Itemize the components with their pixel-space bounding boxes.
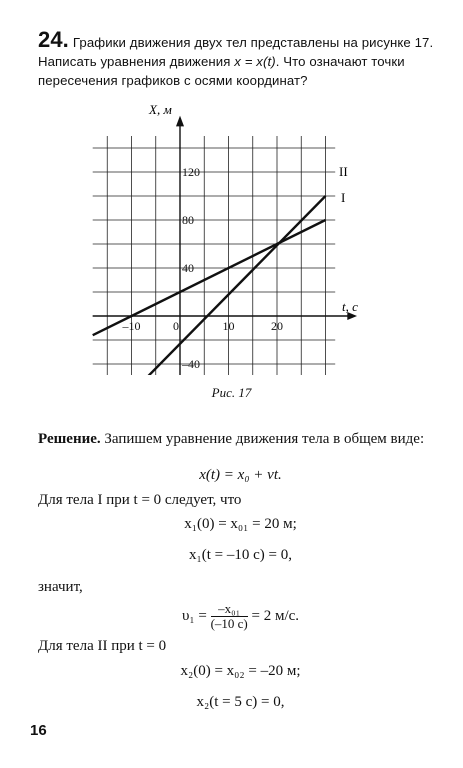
problem-equation: x = x(t) [234,54,276,69]
y-tick-label: 80 [182,213,194,227]
x-tick-label: 0 [173,319,179,333]
general-equation: x(t) = x₀ + vt. [199,467,282,483]
x-tick-label: 20 [271,319,283,333]
problem-statement [38,27,438,90]
graph-grid [93,136,336,375]
solution-intro [38,430,443,448]
body1-eq2: x₁(t = –10 с) = 0, [189,547,292,563]
body2-eq1: x₂(0) = x₀₂ = –20 м; [180,663,301,679]
znachit-text: значит, [38,579,83,595]
y-tick-label: –40 [182,357,200,371]
y-tick-label: 40 [182,261,194,275]
y-tick-label: 120 [182,165,200,179]
x-tick-label: 10 [222,319,235,333]
line-label-ii: II [339,164,348,179]
motion-graph [85,100,375,375]
solution-heading: Решение. [38,431,101,447]
y-axis-label: X, м [149,102,172,117]
series-line-ii [141,196,325,375]
figure-caption: Рис. 17 [211,385,252,400]
y-axis-arrow [176,116,184,127]
problem-text-2: . Что означают точки пересечения графиков с осями координат? [38,54,405,88]
v1-numerator: –x₀₁ [211,602,248,617]
body1-eq1: x₁(0) = x₀₁ = 20 м; [184,516,297,532]
graph-lines [93,196,326,375]
v1-formula [38,602,443,631]
x-tick-label: –10 [122,319,141,333]
v1-fraction [211,602,248,631]
graph-axes [93,116,357,375]
line-label-i: I [341,190,346,205]
x-axis-label: t, с [342,299,358,314]
problem-number: 24. [38,27,69,52]
page-number: 16 [30,722,47,739]
body2-intro: Для тела II при t = 0 [38,638,167,654]
v1-left: υ₁ = [181,607,207,624]
body1-intro: Для тела I при t = 0 следует, что [38,492,242,508]
series-line-i [93,220,326,335]
problem-text-1: Графики движения двух тел представлены на рисунке 17. Написать уравнения движения [38,35,434,69]
v1-right: = 2 м/с. [251,607,300,624]
v1-denominator: (–10 с) [210,616,248,631]
solution-intro-text: Запишем уравнение движения тела в общем виде: [100,431,425,447]
body2-eq2: x₂(t = 5 с) = 0, [196,694,285,710]
